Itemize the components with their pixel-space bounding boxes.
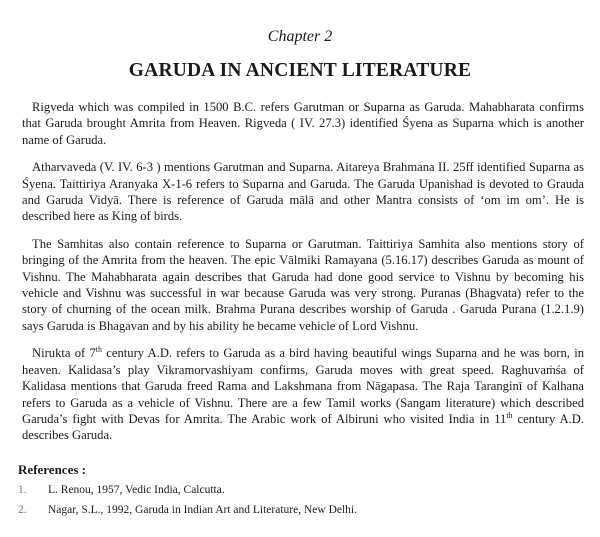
superscript-th: th (506, 410, 513, 420)
references-list (18, 482, 578, 522)
reference-item (18, 502, 578, 519)
superscript-th: th (95, 345, 103, 355)
references-heading: References : (18, 462, 86, 477)
body-text (22, 99, 584, 455)
paragraph-4-text-a: Nirukta of 7 (32, 346, 96, 361)
paragraph-4 (22, 345, 584, 443)
paragraph-4-text-b: century A.D. refers to Garuda as a bird having beautiful wings Suparna and he was born, in heaven. Kalidasa’s play Vikramorvashiyam confirms, Garuda moves with great speed. Raghuvaṁśa of Kalidasa mentions that Garuda freed Rama and Lakshmana from Nāgapasa. The Raja Taranginī of Kalhana refers to Garuda as a vehicle of Vishnu. There are a few Tamil works (Sangam literature) which described Garuda’s fight with Devas for Amrita. The Arabic work of Albiruni who visited India in 11 (22, 346, 585, 426)
reference-item (18, 482, 578, 499)
paragraph-1: Rigveda which was compiled in 1500 B.C. refers Garutman or Suparna as Garuda. Mahabharata confirms that Garuda brought Amrita from Heaven. Rigveda ( IV. 27.3) identified Śyena as Suparna which is another name of Garuda. (22, 100, 584, 147)
chapter-title: GARUDA IN ANCIENT LITERATURE (128, 60, 472, 81)
chapter-number: Chapter 2 (267, 28, 333, 45)
paragraph-4-text-c: century A.D. describes Garuda. (22, 411, 584, 443)
reference-number: 2. (18, 504, 27, 516)
paragraph-3: The Samhitas also contain reference to Suparna or Garutman. Taittiriya Samhita also mentions story of bringing of the Amrita from the heaven. The epic Vālmiki Ramayana (5.16.17) describes Garuda as mount of Vishnu. The Mahabharata again describes that Garuda had done good service to Vishnu by becoming his vehicle and Vishnu was successful in war because Garuda was very strong. Puranas (Bhagvata) refer to the story of churning of the ocean milk. Brahma Purana describes worship of Garuda . Garuda Purana (1.2.1.9) says Garuda is Bhagavan and by his ability he became vehicle of Lord Vishnu. (22, 236, 584, 333)
reference-text: L. Renou, 1957, Vedic India, Calcutta. (48, 484, 225, 496)
reference-text: Nagar, S.L., 1992, Garuda in Indian Art and Literature, New Delhi. (48, 504, 357, 516)
paragraph-2: Atharvaveda (V. IV. 6-3 ) mentions Garutman and Suparna. Aitareya Brahmana II. 25ff identified Suparna as Śyena. Taittiriya Aranyaka X-1-6 refers to Suparna and Garuda. The Garuda Upanishad is devoted to Grauda and Garuda Vidyā. There is reference of Garuda mālā and other Mantra consists of ‘om im om’. He is described here as King of birds. (22, 160, 584, 224)
reference-number: 1. (18, 484, 27, 496)
